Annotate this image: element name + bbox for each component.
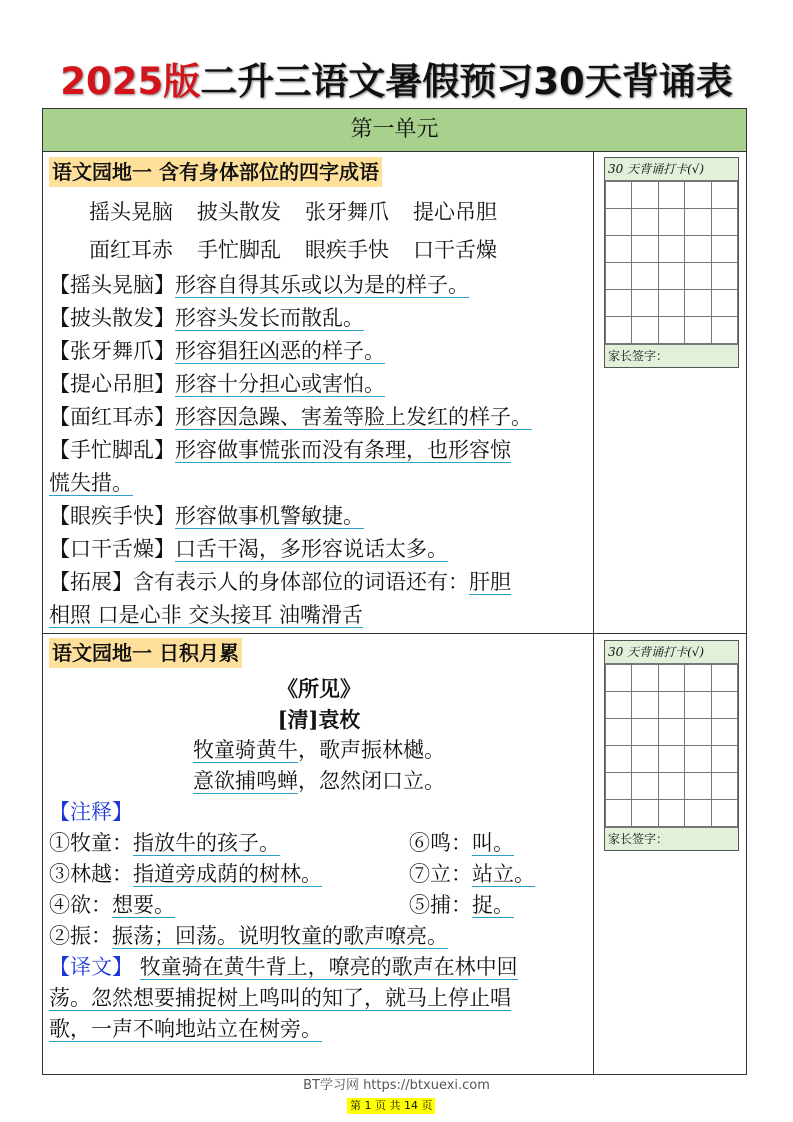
definition: 【口干舌燥】口舌干渴，多形容说话太多。 (49, 537, 448, 561)
checkin-cell[interactable] (685, 317, 711, 344)
checkin-cell[interactable] (711, 317, 737, 344)
column-divider (593, 151, 594, 1074)
checkin-cell[interactable] (658, 317, 684, 344)
checkin-cell[interactable] (658, 263, 684, 290)
checkin-cell[interactable] (632, 665, 658, 692)
checkin-cell[interactable] (711, 209, 737, 236)
checkin-cell[interactable] (685, 773, 711, 800)
checkin-cell[interactable] (632, 317, 658, 344)
checkin-cell[interactable] (658, 209, 684, 236)
checkin-title: 30 天背诵打卡(√) (605, 158, 738, 181)
checkin-cell[interactable] (606, 746, 632, 773)
checkin-cell[interactable] (685, 719, 711, 746)
extension-cont: 相照 口是心非 交头接耳 油嘴滑舌 (49, 603, 364, 627)
checkin-cell[interactable] (685, 692, 711, 719)
title-year: 2025版 (60, 60, 201, 103)
checkin-cell[interactable] (658, 236, 684, 263)
definition: 【面红耳赤】形容因急躁、害羞等脸上发红的样子。 (49, 405, 532, 429)
page-number: 第 1 页 共 14 页 (347, 1098, 435, 1114)
checkin-cell[interactable] (606, 182, 632, 209)
poem-line: 牧童骑黄牛，歌声振林樾。 (193, 738, 445, 762)
translation: 歌，一声不响地站立在树旁。 (49, 1017, 322, 1041)
checkin-cell[interactable] (711, 800, 737, 827)
checkin-cell[interactable] (632, 800, 658, 827)
checkin-cell[interactable] (685, 263, 711, 290)
section-poem (49, 638, 589, 1045)
checkin-cell[interactable] (606, 236, 632, 263)
note-row: ②振：振荡；回荡。说明牧童的歌声嘹亮。 (49, 924, 448, 948)
poem-author: [清]袁枚 (277, 707, 361, 732)
section-heading: 语文园地一 日积月累 (49, 638, 242, 668)
checkin-cell[interactable] (606, 209, 632, 236)
checkin-cell[interactable] (685, 746, 711, 773)
translation: 荡。忽然想要捕捉树上鸣叫的知了，就马上停止唱 (49, 986, 511, 1010)
checkin-cell[interactable] (632, 746, 658, 773)
checkin-cell[interactable] (658, 665, 684, 692)
translation: 【译文】 牧童骑在黄牛背上，嘹亮的歌声在林中回 (49, 955, 518, 979)
note-row: ④欲：想要。 ⑤捕：捉。 (49, 893, 514, 917)
page-title (0, 60, 793, 104)
checkin-cell[interactable] (658, 719, 684, 746)
checkin-cell[interactable] (711, 263, 737, 290)
parent-signature[interactable]: 家长签字： (605, 827, 738, 850)
checkin-cell[interactable] (711, 746, 737, 773)
idiom-row: 摇头晃脑 披头散发 张牙舞爪 提心吊胆 (89, 200, 497, 224)
checkin-cell[interactable] (606, 317, 632, 344)
checkin-cell[interactable] (606, 263, 632, 290)
poem-line: 意欲捕鸣蝉，忽然闭口立。 (193, 769, 445, 793)
checkin-cell[interactable] (658, 692, 684, 719)
checkin-cell[interactable] (685, 800, 711, 827)
checkin-cell[interactable] (685, 236, 711, 263)
checkin-cell[interactable] (606, 773, 632, 800)
unit-header: 第一单元 (43, 109, 746, 152)
checkin-grid[interactable] (605, 664, 738, 827)
checkin-cell[interactable] (632, 236, 658, 263)
checkin-cell[interactable] (685, 182, 711, 209)
checkin-cell[interactable] (658, 290, 684, 317)
parent-signature[interactable]: 家长签字： (605, 344, 738, 367)
checkin-cell[interactable] (606, 665, 632, 692)
checkin-title: 30 天背诵打卡(√) (605, 641, 738, 664)
checkin-cell[interactable] (632, 290, 658, 317)
definition: 【披头散发】形容头发长而散乱。 (49, 306, 364, 330)
extension: 【拓展】含有表示人的身体部位的词语还有：肝胆 (49, 570, 511, 594)
checkin-cell[interactable] (658, 800, 684, 827)
checkin-cell[interactable] (685, 665, 711, 692)
definition: 【提心吊胆】形容十分担心或害怕。 (49, 372, 385, 396)
definition: 【眼疾手快】形容做事机警敏捷。 (49, 504, 364, 528)
checkin-cell[interactable] (711, 290, 737, 317)
checkin-cell[interactable] (685, 290, 711, 317)
idiom-row: 面红耳赤 手忙脚乱 眼疾手快 口干舌燥 (89, 238, 497, 262)
checkin-cell[interactable] (658, 182, 684, 209)
checkin-cell[interactable] (711, 236, 737, 263)
checkin-cell[interactable] (606, 719, 632, 746)
checkin-cell[interactable] (711, 692, 737, 719)
definition: 【张牙舞爪】形容猖狂凶恶的样子。 (49, 339, 385, 363)
checkin-cell[interactable] (632, 692, 658, 719)
checkin-cell[interactable] (632, 719, 658, 746)
checkin-cell[interactable] (711, 719, 737, 746)
recitation-checkin-box (604, 157, 739, 368)
note-row: ③林越：指道旁成荫的树林。 ⑦立：站立。 (49, 862, 535, 886)
checkin-cell[interactable] (658, 746, 684, 773)
title-rest: 二升三语文暑假预习30天背诵表 (200, 60, 733, 103)
definition-cont: 慌失措。 (49, 471, 133, 495)
checkin-cell[interactable] (632, 209, 658, 236)
checkin-cell[interactable] (658, 773, 684, 800)
checkin-cell[interactable] (685, 209, 711, 236)
checkin-cell[interactable] (606, 692, 632, 719)
definition: 【手忙脚乱】形容做事慌张而没有条理，也形容惊 (49, 438, 511, 462)
checkin-cell[interactable] (711, 182, 737, 209)
notes-label: 【注释】 (49, 800, 133, 824)
checkin-grid[interactable] (605, 181, 738, 344)
recitation-checkin-box (604, 640, 739, 851)
checkin-cell[interactable] (632, 182, 658, 209)
footer-site: BT学习网 https://btxuexi.com (303, 1078, 490, 1093)
checkin-cell[interactable] (632, 773, 658, 800)
section-heading: 语文园地一 含有身体部位的四字成语 (49, 157, 382, 187)
checkin-cell[interactable] (606, 800, 632, 827)
note-row: ①牧童：指放牛的孩子。 ⑥鸣：叫。 (49, 831, 514, 855)
definition: 【摇头晃脑】形容自得其乐或以为是的样子。 (49, 273, 469, 297)
poem-title: 《所见》 (277, 676, 361, 701)
checkin-cell[interactable] (711, 773, 737, 800)
checkin-cell[interactable] (632, 263, 658, 290)
row-divider (43, 633, 746, 634)
checkin-cell[interactable] (711, 665, 737, 692)
checkin-cell[interactable] (606, 290, 632, 317)
section-idioms (49, 156, 589, 632)
recitation-table (42, 108, 747, 1075)
